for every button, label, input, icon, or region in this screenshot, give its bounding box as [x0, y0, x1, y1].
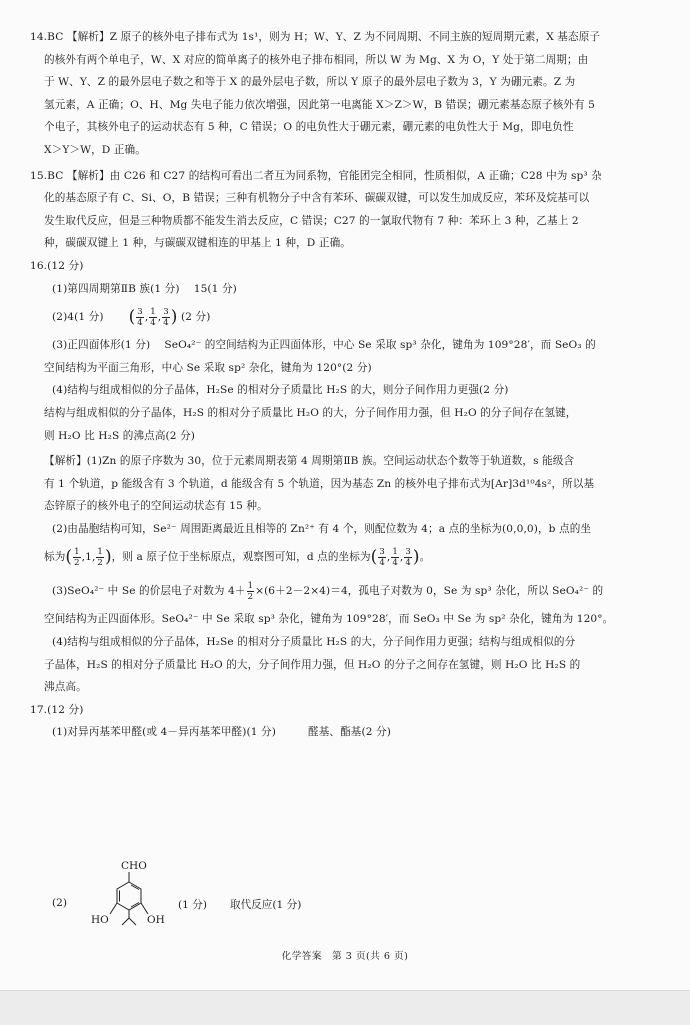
structure-answer	[30, 858, 430, 938]
answer-line: 则 H₂O 比 H₂S 的沸点高(2 分)	[44, 429, 196, 442]
answer-line: 种，碳碳双键上 1 种，与碳碳双键相连的甲基上 1 种，D 正确。	[44, 237, 351, 250]
fraction: $\frac{3}{4}$	[137, 306, 143, 328]
explanation-line: (2)由晶胞结构可知，Se²⁻ 周围距离最近且相等的 Zn²⁺ 有 4 个，则配位数为 4；a 点的坐标为(0,0,0)，b 点的坐	[52, 522, 592, 535]
explanation-line: 子晶体，H₂S 的相对分子质量比 H₂O 的大，分子间作用力强，但 H₂O 的分子之间存在氢键，则 H₂O 比 H₂S 的	[44, 658, 581, 671]
fraction: $\frac{3}{4}$	[379, 546, 385, 568]
explanation-line: (4)结构与组成相似的分子晶体，H₂Se 的相对分子质量比 H₂S 的大，分子间作用力更强；结构与组成相似的分	[52, 636, 576, 649]
aldehyde-group-label: CHO	[121, 860, 147, 872]
answer-line: 发生取代反应，但是三种物质都不能发生消去反应，C 错误；C27 的一氯取代物有 7 种：苯环上 3 种，乙基上 2	[44, 214, 579, 227]
answer-line: 化的基态原子有 C、Si、O，B 错误；三种有机物分子中含有苯环、碳碳双键，可以发生加成反应，苯环及烷基可以	[44, 192, 590, 205]
answer-text: (2 分)	[180, 311, 211, 324]
page-footer: 化学答案 第 3 页(共 6 页)	[281, 951, 409, 962]
answer-line: (1)第四周期第ⅡB 族(1 分) 15(1 分)	[52, 282, 237, 295]
question-heading: 17.(12 分)	[30, 703, 84, 716]
hydroxyl-label-left: HO	[91, 914, 109, 926]
answer-content	[30, 26, 666, 744]
fraction: $\frac{1}{2}$	[247, 580, 254, 602]
answer-number: (2)	[52, 897, 68, 909]
answer-line: 15.BC 【解析】由 C26 和 C27 的结构可看出二者互为同系物，官能团完全相同，性质相似，A 正确；C28 中为 sp³ 杂	[30, 169, 602, 182]
viewer-bottom-bar[interactable]	[0, 990, 690, 1025]
fraction: $\frac{1}{4}$	[392, 546, 398, 568]
question-heading: 16.(12 分)	[30, 259, 84, 272]
explanation-line: 【解析】(1)Zn 的原子序数为 30，位于元素周期表第 4 周期第ⅡB 族。空间运动状态个数等于轨道数，s 能级含	[44, 455, 575, 468]
fraction: $\frac{1}{4}$	[150, 306, 156, 328]
answer-line: 于 W、Y、Z 的最外层电子数之和等于 X 的最外层电子数，所以 Y 原子的最外层电子数为 3，Y 为硼元素。Z 为	[44, 76, 576, 89]
fraction: $\frac{1}{2}$	[74, 546, 80, 568]
answer-line: 个电子，其核外电子的运动状态有 5 种，C 错误；O 的电负性大于硼元素，硼元素的电负性大于 Mg，即电负性	[44, 121, 574, 134]
answer-line: 14.BC 【解析】Z 原子的核外电子排布式为 1s¹，则为 H；W、Y、Z 为不同周期、不同主族的短周期元素，X 基态原子	[30, 31, 601, 43]
answer-line-with-fraction: (2)4(1 分) ( $\frac{3}{4}$ , $\frac{1}{4}$ , $\frac{3}{4}$ ) (2 分)	[52, 306, 211, 328]
explanation-line-with-fraction: (3)SeO₄²⁻ 中 Se 的价层电子对数为 4＋ $\frac{1}{2}$ ×(6＋2－2×4)＝4，孤电子对数为 0，Se 为 sp³ 杂化，所以 SeO₄²⁻ 的	[52, 580, 604, 602]
answer-line: X＞Y＞W，D 正确。	[44, 143, 146, 156]
fraction: $\frac{3}{4}$	[163, 306, 169, 328]
explanation-line: 态锌原子的核外电子的空间运动状态有 15 种。	[44, 500, 268, 513]
reaction-type-label: 取代反应(1 分)	[230, 899, 302, 911]
answer-line: 结构与组成相似的分子晶体，H₂S 的相对分子质量比 H₂O 的大，分子间作用力强，但 H₂O 的分子间存在氢键，	[44, 406, 577, 419]
points-label: (1 分)	[178, 899, 207, 911]
fraction: $\frac{1}{2}$	[97, 546, 103, 568]
fraction: $\frac{3}{4}$	[405, 546, 411, 568]
explanation-line: 沸点高。	[44, 681, 87, 694]
explanation-line: 有 1 个轨道，p 能级含有 3 个轨道，d 能级含有 5 个轨道，因为基态 Zn 的核外电子排布式为[Ar]3d¹⁰4s²，所以基	[44, 477, 595, 490]
answer-line: (4)结构与组成相似的分子晶体，H₂Se 的相对分子质量比 H₂S 的大，则分子间作用力更强(2 分)	[52, 384, 509, 397]
hydroxyl-label-right: OH	[147, 914, 165, 926]
answer-line: (3)正四面体形(1 分) SeO₄²⁻ 的空间结构为正四面体形，中心 Se 采取 sp³ 杂化，键角为 109°28′，而 SeO₃ 的	[52, 339, 596, 352]
answer-line: 氢元素，A 正确；O、H、Mg 失电子能力依次增强，因此第一电离能 X＞Z＞W，B 错误；硼元素基态原子核外有 5	[44, 98, 595, 111]
answer-text: (2)4(1 分)	[52, 311, 104, 324]
structural-formula	[84, 858, 174, 938]
answer-line: (1)对异丙基苯甲醛(或 4－异丙基苯甲醛)(1 分) 醛基、酯基(2 分)	[52, 726, 391, 739]
answer-line: 空间结构为平面三角形，中心 Se 采取 sp² 杂化，键角为 120°(2 分)	[44, 361, 372, 374]
answer-line: 的核外有两个单电子，W、X 对应的简单离子的核外电子排布相同，所以 W 为 Mg、X 为 O，Y 处于第二周期；由	[44, 53, 589, 66]
explanation-line-with-fraction: 标为( $\frac{1}{2}$ ,1, $\frac{1}{2}$ )，则 a 原子位于坐标原点，观察图可知，d 点的坐标为( $\frac{3}{4}$ , $\frac{1}{4}$ , $\frac{3}{4}$ )。	[44, 546, 431, 568]
explanation-line: 空间结构为正四面体形。SeO₄²⁻ 中 Se 采取 sp³ 杂化，键角为 109°28′，而 SeO₃ 中 Se 为 sp² 杂化，键角为 120°。	[44, 613, 614, 626]
